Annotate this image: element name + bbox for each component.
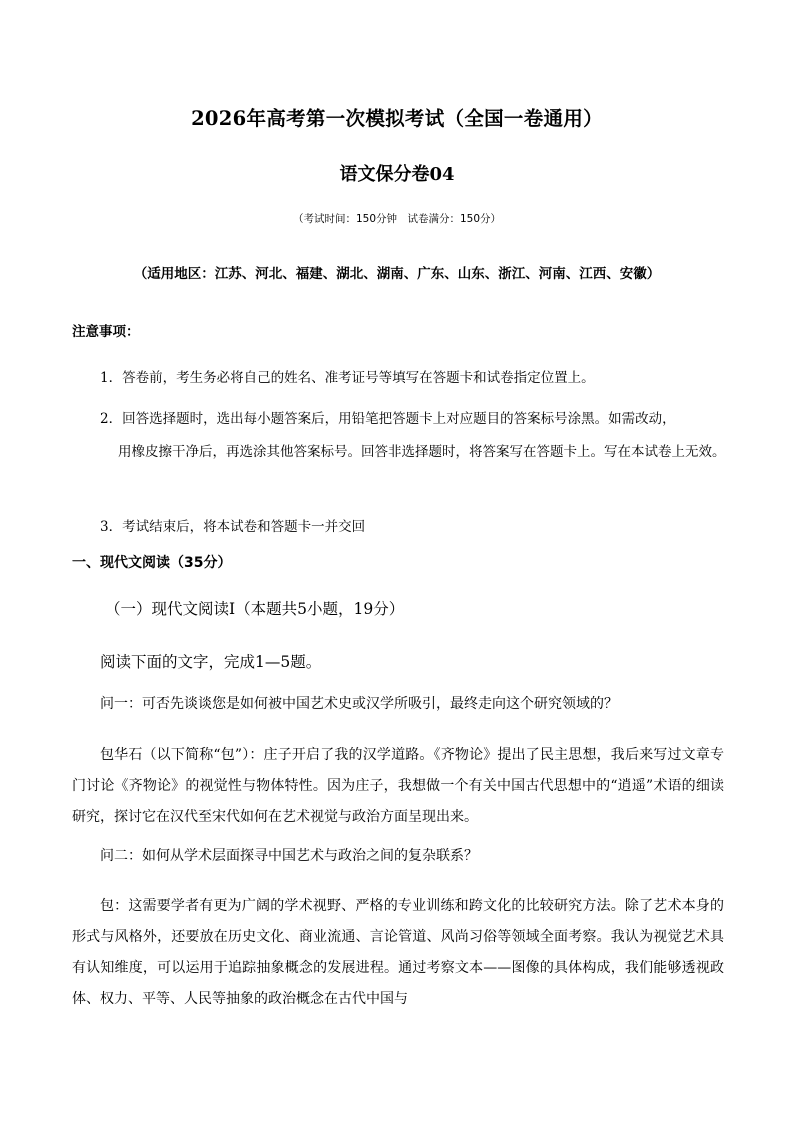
section-heading: 一、现代文阅读（35分） (72, 555, 232, 571)
interview-question-2: 问二：如何从学术层面探寻中国艺术与政治之间的复杂联系？ (100, 848, 478, 864)
notice-item-number: 1． (100, 370, 123, 386)
applicable-regions: （适用地区：江苏、河北、福建、湖北、湖南、广东、山东、浙江、河南、江西、安徽） (133, 266, 661, 282)
notice-item-number: 3． (100, 519, 123, 535)
notice-item-text-continued: 用橡皮擦干净后，再选涂其他答案标号。回答非选择题时，将答案写在答题卡上。写在本试卷上无效。 (118, 444, 726, 460)
notice-title: 注意事项： (72, 324, 140, 340)
notice-item-1 (100, 362, 730, 395)
reading-instruction: 阅读下面的文字，完成1—5题。 (100, 653, 322, 671)
sub-section-heading: （一）现代文阅读Ⅰ（本题共5小题，19分） (105, 600, 405, 618)
paper-subtitle: 语文保分卷04 (339, 164, 455, 185)
exam-title: 2026年高考第一次模拟考试（全国一卷通用） (191, 107, 603, 130)
interview-question-1: 问一：可否先谈谈您是如何被中国艺术史或汉学所吸引，最终走向这个研究领域的？ (100, 696, 618, 712)
interview-answer-2: 包：这需要学者有更为广阔的学术视野、严格的专业训练和跨文化的比较研究方法。除了艺术本身的形式与风格外，还要放在历史文化、商业流通、言论管道、风尚习俗等领域全面考察。我认为视觉艺术具有认知维度，可以运用于追踪抽象概念的发展进程。通过考察文本——图像的具体构成，我们能够透视政体、权力、平等、人民等抽象的政治概念在古代中国与 (72, 898, 724, 1007)
interview-answer-1: 包华石（以下简称“包”）：庄子开启了我的汉学道路。《齐物论》提出了民主思想，我后来写过文章专门讨论《齐物论》的视觉性与物体特性。因为庄子，我想做一个有关中国古代思想中的“逍遥”术语的细读研究，探讨它在汉代至宋代如何在艺术视觉与政治方面呈现出来。 (72, 747, 724, 825)
notice-item-3 (100, 511, 730, 544)
notice-item-text: 答卷前，考生务必将自己的姓名、准考证号等填写在答题卡和试卷指定位置上。 (122, 370, 595, 386)
notice-item-text: 考试结束后，将本试卷和答题卡一并交回 (122, 519, 366, 535)
notice-item-number: 2． (100, 411, 123, 427)
notice-item-text: 回答选择题时，选出每小题答案后，用铅笔把答题卡上对应题目的答案标号涂黑。如需改动， (122, 411, 676, 427)
notice-item-2 (100, 403, 730, 469)
exam-time-info: （考试时间：150分钟 试卷满分：150分） (292, 213, 502, 225)
